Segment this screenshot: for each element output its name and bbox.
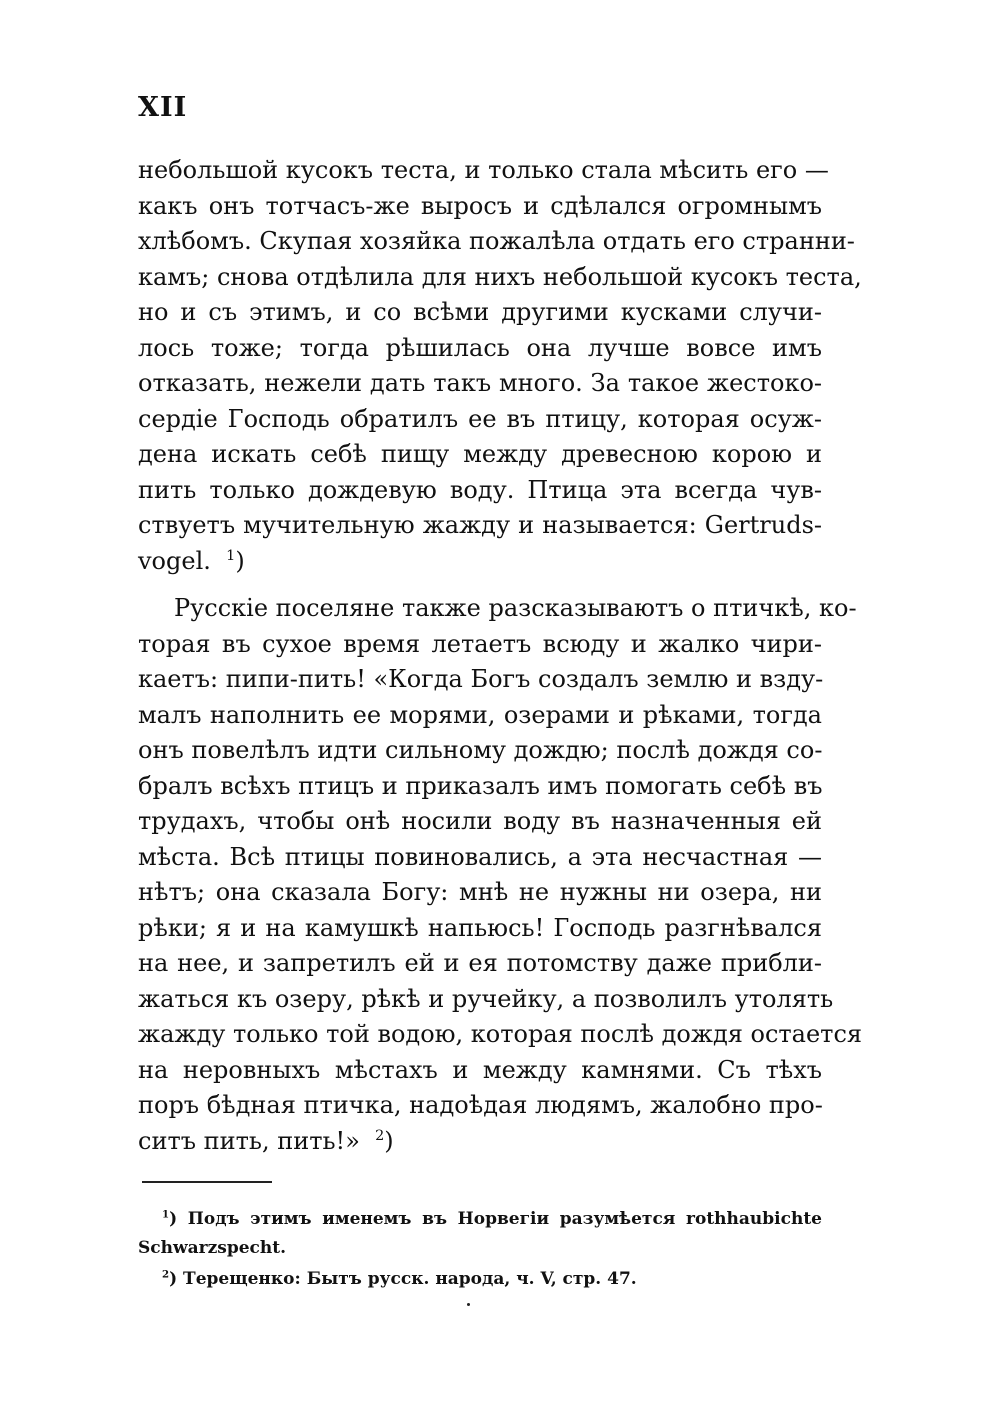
text-line: нѣтъ; она сказала Богу: мнѣ не нужны ни озера, ни [138,878,822,906]
text-line: жаться къ озеру, рѣкѣ и ручейку, а позволилъ утолять [138,984,834,1013]
text-line: камъ; снова отдѣлила для нихъ небольшой кусокъ теста, [138,262,862,291]
text-line: отказать, нежели дать такъ много. За такое жестоко- [138,369,822,397]
line-text: vogel. [138,546,211,575]
footnote-2 [138,1265,822,1294]
footnote-1-continuation: Schwarzspecht. [138,1238,287,1258]
text-line: Русскіе поселяне также разсказываютъ о птичкѣ, ко- [174,594,857,622]
text-line: сердіе Господь обратилъ ее въ птицу, которая осуж- [138,404,822,433]
text-line: рѣки; я и на камушкѣ напьюсь! Господь разгнѣвался [138,913,822,942]
text-line: торая въ сухое время летаетъ всюду и жалко чири- [138,629,822,658]
text-line: небольшой кусокъ теста, и только стала мѣсить его — [138,156,829,184]
text-line: каетъ: пипи-пить! «Когда Богъ создалъ землю и взду- [138,665,824,693]
text-line: ствуетъ мучительную жажду и называется: Gertruds- [138,511,822,539]
footnote-mark-2: 2 [162,1268,170,1281]
text-line: на нее, и запретилъ ей и ея потомству даже прибли- [138,949,822,977]
text-line: бралъ всѣхъ птицъ и приказалъ имъ помогать себѣ въ [138,771,823,800]
text-line: но и съ этимъ, и со всѣми другими кусками случи- [138,298,822,326]
print-speck [467,1303,470,1306]
text-line: лось тоже; тогда рѣшилась она лучше вовсе имъ [138,333,822,362]
page-number: XII [138,92,188,123]
text-line: пить только дождевую воду. Птица эта всегда чув- [138,475,822,504]
text-line: поръ бѣдная птичка, надоѣдая людямъ, жалобно про- [138,1091,823,1119]
text-line: малъ наполнить ее морями, озерами и рѣками, тогда [138,700,822,729]
footnote-2-text: ) Терещенко: Бытъ русск. народа, ч. V, стр. 47. [169,1269,637,1289]
footnotes [138,1205,822,1294]
text-line: какъ онъ тотчасъ-же выросъ и сдѣлался огромнымъ [138,191,822,220]
text-line: трудахъ, чтобы онѣ носили воду въ назначенныя ей [138,807,822,835]
text-line: жажду только той водою, которая послѣ дождя остается [138,1020,863,1048]
footnote-1 [138,1205,822,1234]
text-line: на неровныхъ мѣстахъ и между камнями. Съ тѣхъ [138,1055,822,1084]
footnote-ref-2: 2 [375,1127,385,1144]
text-line-last [138,1124,822,1160]
text-line: онъ повелѣлъ идти сильному дождю; послѣ дождя со- [138,736,823,764]
footnote-1-text: ) Подъ этимъ именемъ въ Норвегіи разумѣется rothhaubichte [169,1209,822,1229]
footnote-ref-1: 1 [226,547,236,564]
body-text [138,153,863,1159]
line-text: ситъ пить, пить!» [138,1126,360,1155]
text-line: хлѣбомъ. Скупая хозяйка пожалѣла отдать его странни- [138,227,855,255]
text-line: дена искать себѣ пищу между древесною корою и [138,440,822,468]
footnote-divider [142,1181,272,1183]
footnote-ref-paren: ) [384,1126,394,1155]
text-line: мѣста. Всѣ птицы повиновались, а эта несчастная — [138,842,822,871]
footnote-ref-paren: ) [235,546,245,575]
text-line-last [138,544,822,580]
footnote-mark-1: 1 [162,1208,170,1221]
paragraph-gap [138,579,822,591]
